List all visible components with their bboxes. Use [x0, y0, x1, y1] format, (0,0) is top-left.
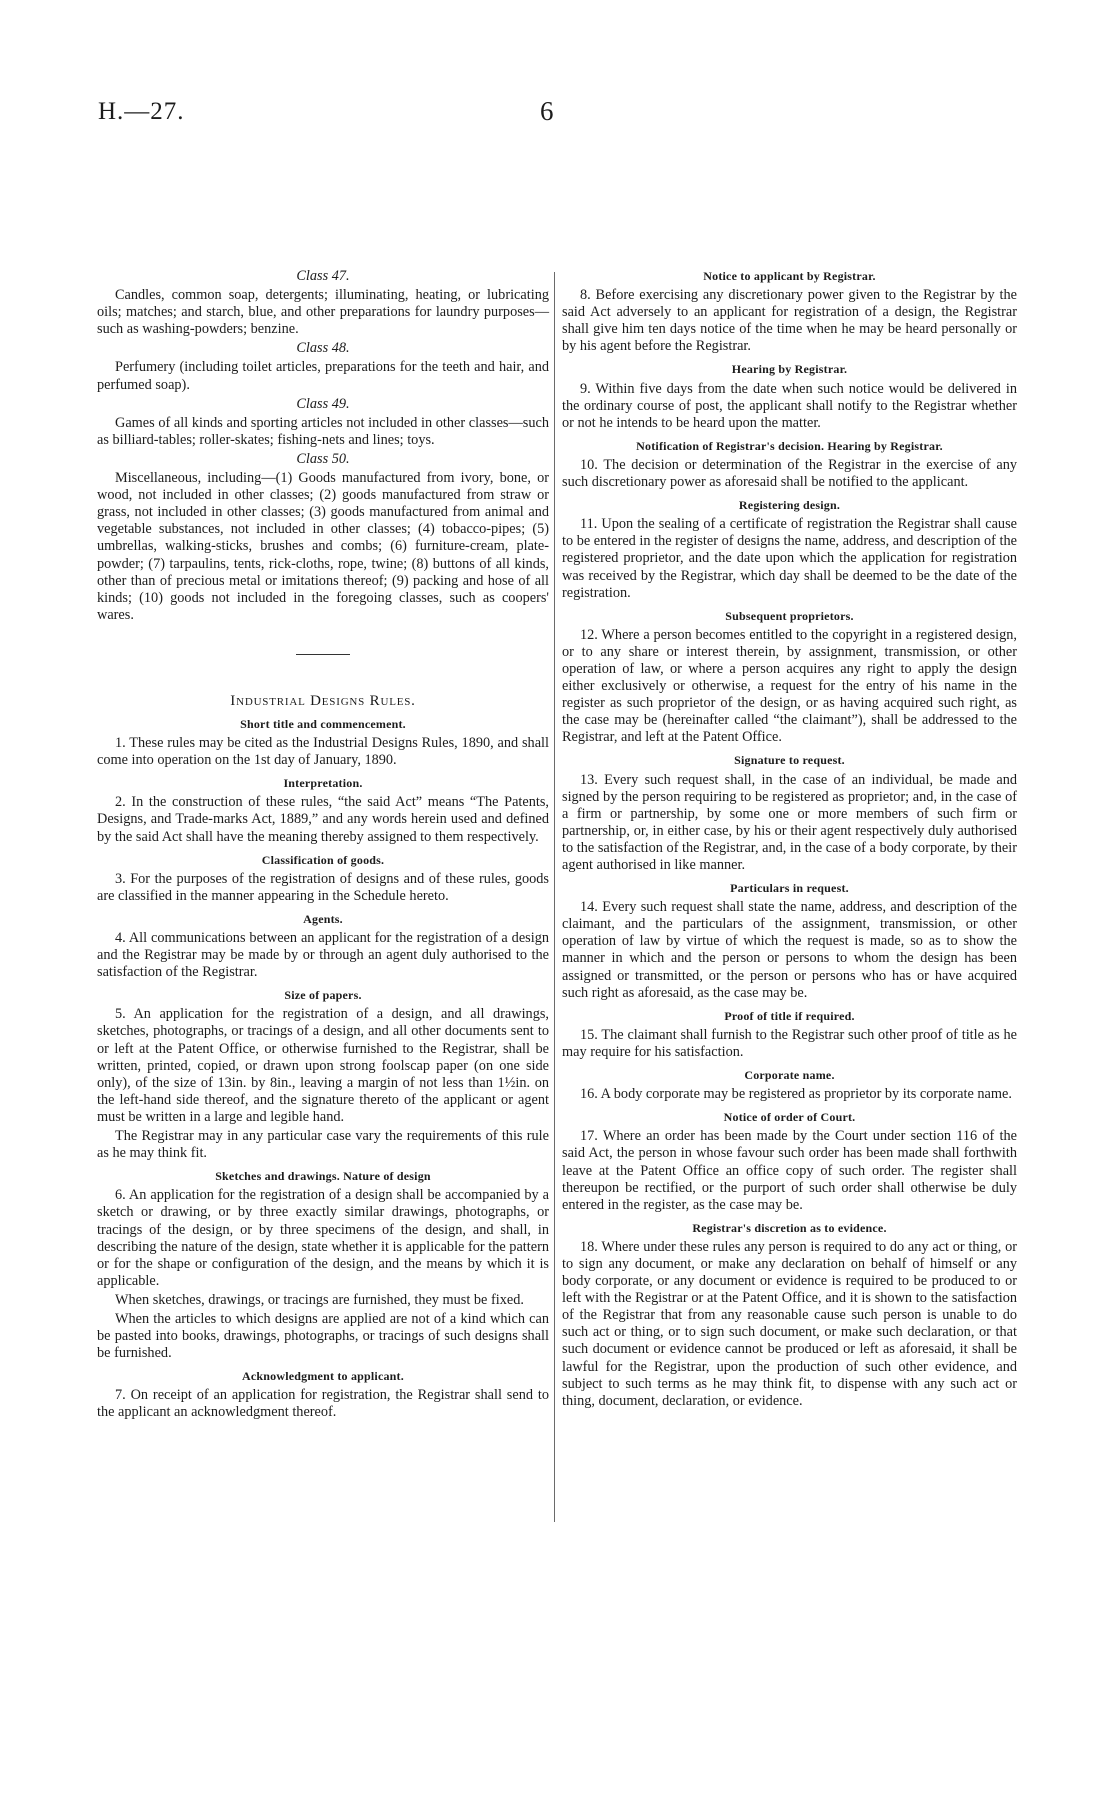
goods-classes-section: [97, 268, 549, 624]
rule-paragraph: The Registrar may in any particular case vary the requirements of this rule as he may think fit.: [97, 1128, 549, 1162]
side-heading: Classification of goods.: [261, 852, 385, 867]
rule-paragraph: 8. Before exercising any discretionary power given to the Registrar by the said Act adversely to an applicant for registration of a design, the Registrar shall give him ten days notice of the time when he may be heard personally or by his agent before the Registrar.: [562, 287, 1017, 355]
left-column: [97, 268, 549, 1424]
rule-paragraph: 18. Where under these rules any person is required to do any act or thing, or to sign any document, or make any declaration on behalf of himself or any body corporate, or any document or evidence is required to be produced to or left with the Registrar or at the Patent Office, and it is shown to the satisfaction of the Registrar that from any reasonable cause such person is unable to do such act or thing, or to sign such document, or make such declaration, or that such document or evidence cannot be produced or left as aforesaid, it shall be lawful for the Registrar, upon the production of such other evidence, and subject to such terms as he may think fit, to dispense with any such act or thing, document, declaration, or evidence.: [562, 1238, 1017, 1409]
side-heading: Hearing by Registrar.: [731, 362, 848, 377]
side-heading: Registering design.: [738, 498, 841, 513]
side-heading: Notice of order of Court.: [723, 1110, 856, 1125]
rule-paragraph: 13. Every such request shall, in the case of an individual, be made and signed by the person requiring to be registered as proprietor; and, in the case of a firm or partnership, by some one or more members of such firm or partnership, or, in either case, by his or their agent respectively duly authorised to the satisfaction of the Registrar, and, in the case of a body corporate, by their agent authorised in like manner.: [562, 771, 1017, 873]
rule-paragraph: When sketches, drawings, or tracings are furnished, they must be fixed.: [115, 1291, 524, 1308]
side-heading: Sketches and drawings. Nature of design: [215, 1169, 431, 1184]
right-column: [562, 268, 1017, 1412]
class-description: Candles, common soap, detergents; illuminating, heating, or lubricating oils; matches; and starch, blue, and other preparations for laundry purposes—such as washing-powders; benzine.: [97, 287, 549, 338]
side-heading: Notice to applicant by Registrar.: [703, 269, 876, 283]
side-heading: Signature to request.: [734, 753, 845, 768]
side-heading: Short title and commencement.: [240, 716, 406, 731]
rule-paragraph: 6. An application for the registration of a design shall be accompanied by a sketch or drawing, or by three exactly similar drawings, photographs, or tracings of the design, or by three specimens of the design, and shall, in describing the nature of the design, state whether it is applicable for the pattern or for the shape or configuration of the design, and the means by which it is applicable.: [97, 1187, 549, 1289]
side-heading: Subsequent proprietors.: [725, 608, 854, 623]
rule-paragraph: 14. Every such request shall state the name, address, and description of the claimant, and the particulars of the assignment, transmission, or other operation of law by virtue of which the request is made, so as to show the manner in which and the person or persons to whom the design has been assigned or transmitted, or the person or persons who has or have acquired such right as aforesaid, as the case may be.: [562, 899, 1017, 1001]
rule-paragraph: 1. These rules may be cited as the Industrial Designs Rules, 1890, and shall come into operation on the 1st day of January, 1890.: [97, 735, 549, 769]
column-rule: [554, 272, 555, 1522]
rule-paragraph: When the articles to which designs are applied are not of a kind which can be pasted into books, drawings, photographs, or tracings of such designs shall be furnished.: [97, 1310, 549, 1362]
side-heading: Proof of title if required.: [724, 1008, 855, 1023]
side-heading: Particulars in request.: [730, 881, 849, 896]
section-divider: [296, 654, 350, 655]
rule-paragraph: 10. The decision or determination of the Registrar in the exercise of any such discretionary power as aforesaid shall be notified to the applicant.: [562, 456, 1017, 491]
side-heading: Interpretation.: [283, 776, 363, 791]
side-heading: Acknowledgment to applicant.: [242, 1369, 404, 1384]
rule-paragraph: 7. On receipt of an application for registration, the Registrar shall send to the applicant an acknowledgment thereof.: [97, 1387, 549, 1421]
class-heading: Class 47.: [296, 268, 350, 284]
rule-paragraph: 11. Upon the sealing of a certificate of registration the Registrar shall cause to be entered in the register of designs the name, address, and description of the registered proprietor, and the date upon which the application for registration was received by the Registrar, which day shall be deemed to be the date of the registration.: [562, 516, 1017, 601]
rule-paragraph: 2. In the construction of these rules, “the said Act” means “The Patents, Designs, and Trade-marks Act, 1889,” and any words herein used and defined by the said Act shall have the meaning thereby assigned to them respectively.: [97, 794, 549, 845]
rule-paragraph: 3. For the purposes of the registration of designs and of these rules, goods are classified in the manner appearing in the Schedule hereto.: [97, 870, 549, 904]
page-number: 6: [540, 96, 554, 126]
class-description: Perfumery (including toilet articles, preparations for the teeth and hair, and perfumed soap).: [97, 359, 549, 393]
side-heading: Corporate name.: [744, 1068, 835, 1083]
rule-paragraph: 12. Where a person becomes entitled to the copyright in a registered design, or to any share or interest therein, by assignment, transmission, or other operation of law, or where a person acquires any right to apply the design either exclusively or otherwise, a request for the entry of his name in the register as such proprietor of the design, or as having acquired such right, as the case may be (hereinafter called “the claimant”), shall be addressed to the Registrar, and left at the Patent Office.: [562, 626, 1017, 746]
rule-paragraph: 17. Where an order has been made by the Court under section 116 of the said Act, the person in whose favour such order has been made shall forthwith leave at the Patent Office an office copy of such order. The register shall thereupon be rectified, or the purport of such order shall otherwise be duly entered in the register, as the case may be.: [562, 1128, 1017, 1213]
side-heading: Agents.: [303, 911, 343, 926]
rule-paragraph: 4. All communications between an applicant for the registration of a design and the Registrar may be made by or through an agent duly authorised to the satisfaction of the Registrar.: [97, 930, 549, 981]
class-description: Games of all kinds and sporting articles not included in other classes—such as billiard-tables; roller-skates; fishing-nets and lines; toys.: [97, 414, 549, 448]
document-code: H.—27.: [98, 98, 185, 125]
rule-paragraph: 5. An application for the registration of a design, and all drawings, sketches, photographs, or tracings of a design, and all other documents sent to or left at the Patent Office, or otherwise furnished to the Registrar, shall be written, printed, copied, or drawn upon strong foolscap paper (on one side only), of the size of 13in. by 8in., leaving a margin of not less than 1½in. on the left-hand side thereof, and the signature thereto of the applicant or agent must be written in a large and legible hand.: [97, 1006, 549, 1125]
class-description: Miscellaneous, including—(1) Goods manufactured from ivory, bone, or wood, not included in other classes; (2) goods manufactured from straw or grass, not included in other classes; (3) goods manufactured from animal and vegetable substances, not included in other classes; (4) tobacco-pipes; (5) umbrellas, walking-sticks, brushes and combs; (6) furniture-cream, plate-powder; (7) tarpaulins, tents, rick-cloths, rope, twine; (8) buttons of all kinds, other than of precious metal or imitations thereof; (9) packing and hose of all kinds; (10) goods not included in the foregoing classes, such as coopers' wares.: [97, 470, 549, 623]
class-heading: Class 50.: [296, 450, 350, 467]
class-heading: Class 49.: [296, 395, 350, 412]
side-heading: Registrar's discretion as to evidence.: [692, 1220, 887, 1235]
side-heading: Size of papers.: [284, 988, 362, 1003]
class-heading: Class 48.: [296, 340, 350, 357]
rule-paragraph: 15. The claimant shall furnish to the Registrar such other proof of title as he may require for his satisfaction.: [562, 1026, 1017, 1060]
rule-paragraph: 16. A body corporate may be registered as proprietor by its corporate name.: [580, 1086, 1012, 1103]
side-heading: Notification of Registrar's decision. Hearing by Registrar.: [636, 438, 943, 453]
rules-title: Industrial Designs Rules.: [230, 692, 416, 709]
rule-paragraph: 9. Within five days from the date when such notice would be delivered in the ordinary course of post, the applicant shall notify to the Registrar whether or not he intends to be heard upon the matter.: [562, 380, 1017, 431]
